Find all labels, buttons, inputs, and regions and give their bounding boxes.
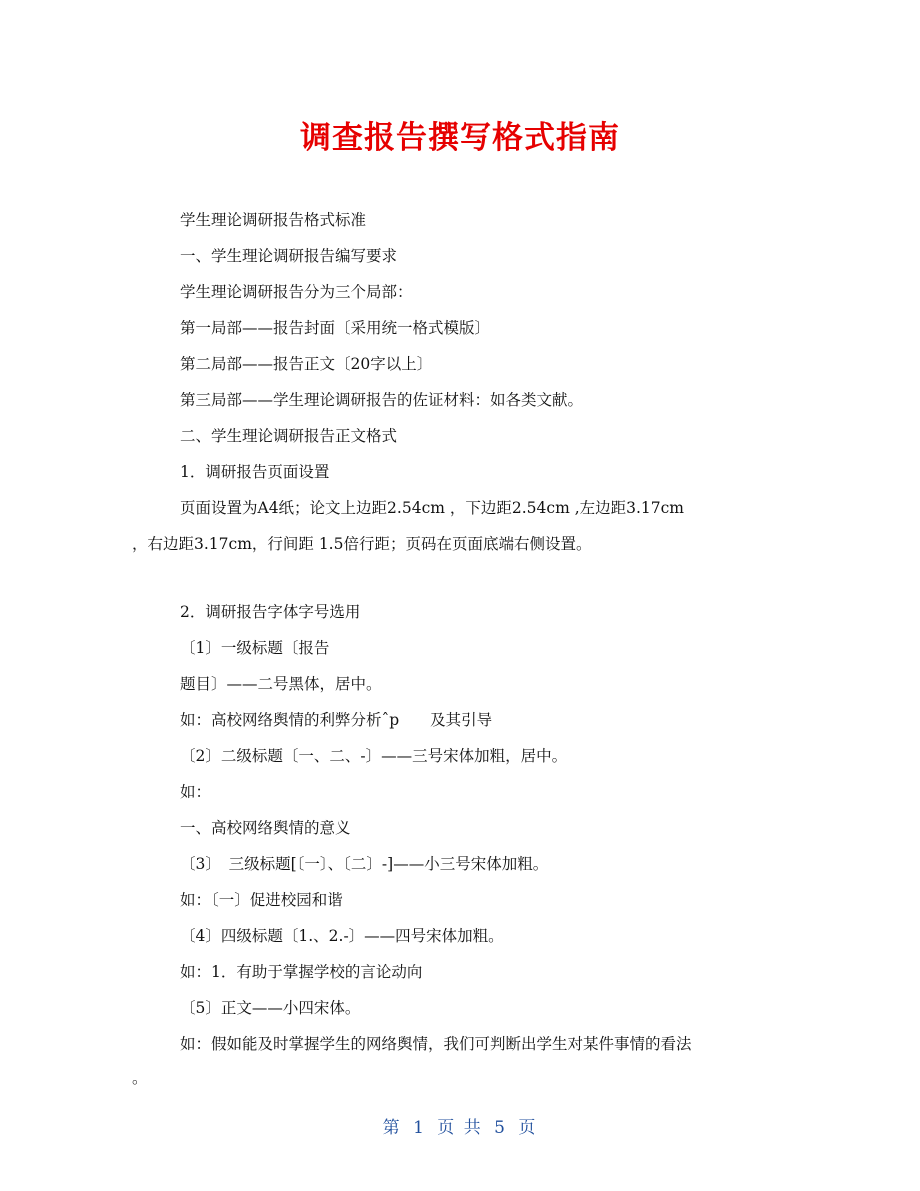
body-line: 第三局部——学生理论调研报告的佐证材料：如各类文献。: [180, 391, 584, 409]
body-line: 二、学生理论调研报告正文格式: [180, 427, 398, 445]
body-line: 〔2〕二级标题〔一、二、-〕——三号宋体加粗，居中。: [180, 747, 568, 765]
body-line: 1．调研报告页面设置: [180, 463, 330, 481]
body-line: 如：高校网络舆情的利弊分析ˆp 及其引导: [180, 711, 493, 729]
body-line: 如：〔一〕促进校园和谐: [180, 891, 343, 909]
body-line: 一、学生理论调研报告编写要求: [180, 247, 398, 265]
body-line: 〔4〕四级标题〔1.、2.-〕——四号宋体加粗。: [180, 927, 504, 945]
page-footer: [0, 1113, 920, 1138]
body-line: 〔5〕正文——小四宋体。: [180, 999, 361, 1017]
body-line: 2．调研报告字体字号选用: [180, 603, 361, 621]
footer-mid: 页 共: [437, 1118, 483, 1138]
footer-prefix: 第: [382, 1118, 402, 1138]
body-line: 学生理论调研报告分为三个局部：: [180, 283, 413, 301]
body-line: 学生理论调研报告格式标准: [180, 211, 367, 229]
footer-total-pages: 5: [494, 1118, 507, 1138]
body-line: 一、高校网络舆情的意义: [180, 819, 351, 837]
body-line: 第二局部——报告正文〔20字以上〕: [180, 355, 433, 373]
body-line: 〔1〕一级标题〔报告: [180, 639, 330, 657]
body-line: 如：假如能及时掌握学生的网络舆情，我们可判断出学生对某件事情的看法: [180, 1035, 692, 1053]
footer-current-page: 1: [413, 1118, 426, 1138]
body-line: 第一局部——报告封面〔采用统一格式模版〕: [180, 319, 491, 337]
body-line: 〔3〕 三级标题[〔一〕、〔二〕-]——小三号宋体加粗。: [180, 855, 549, 873]
body-line: 如：1．有助于掌握学校的言论动向: [180, 963, 423, 981]
body-line: 。: [132, 1069, 148, 1087]
body-line: 题目〕——二号黑体，居中。: [180, 675, 382, 693]
body-line: 如：: [180, 783, 212, 801]
document-title: 调查报告撰写格式指南: [300, 120, 620, 156]
body-line: 页面设置为A4纸；论文上边距2.54cm ，下边距2.54cm ,左边距3.17cm: [180, 499, 685, 517]
body-line: ，右边距3.17cm，行间距 1.5倍行距；页码在页面底端右侧设置。: [132, 535, 592, 553]
footer-suffix: 页: [518, 1118, 538, 1138]
